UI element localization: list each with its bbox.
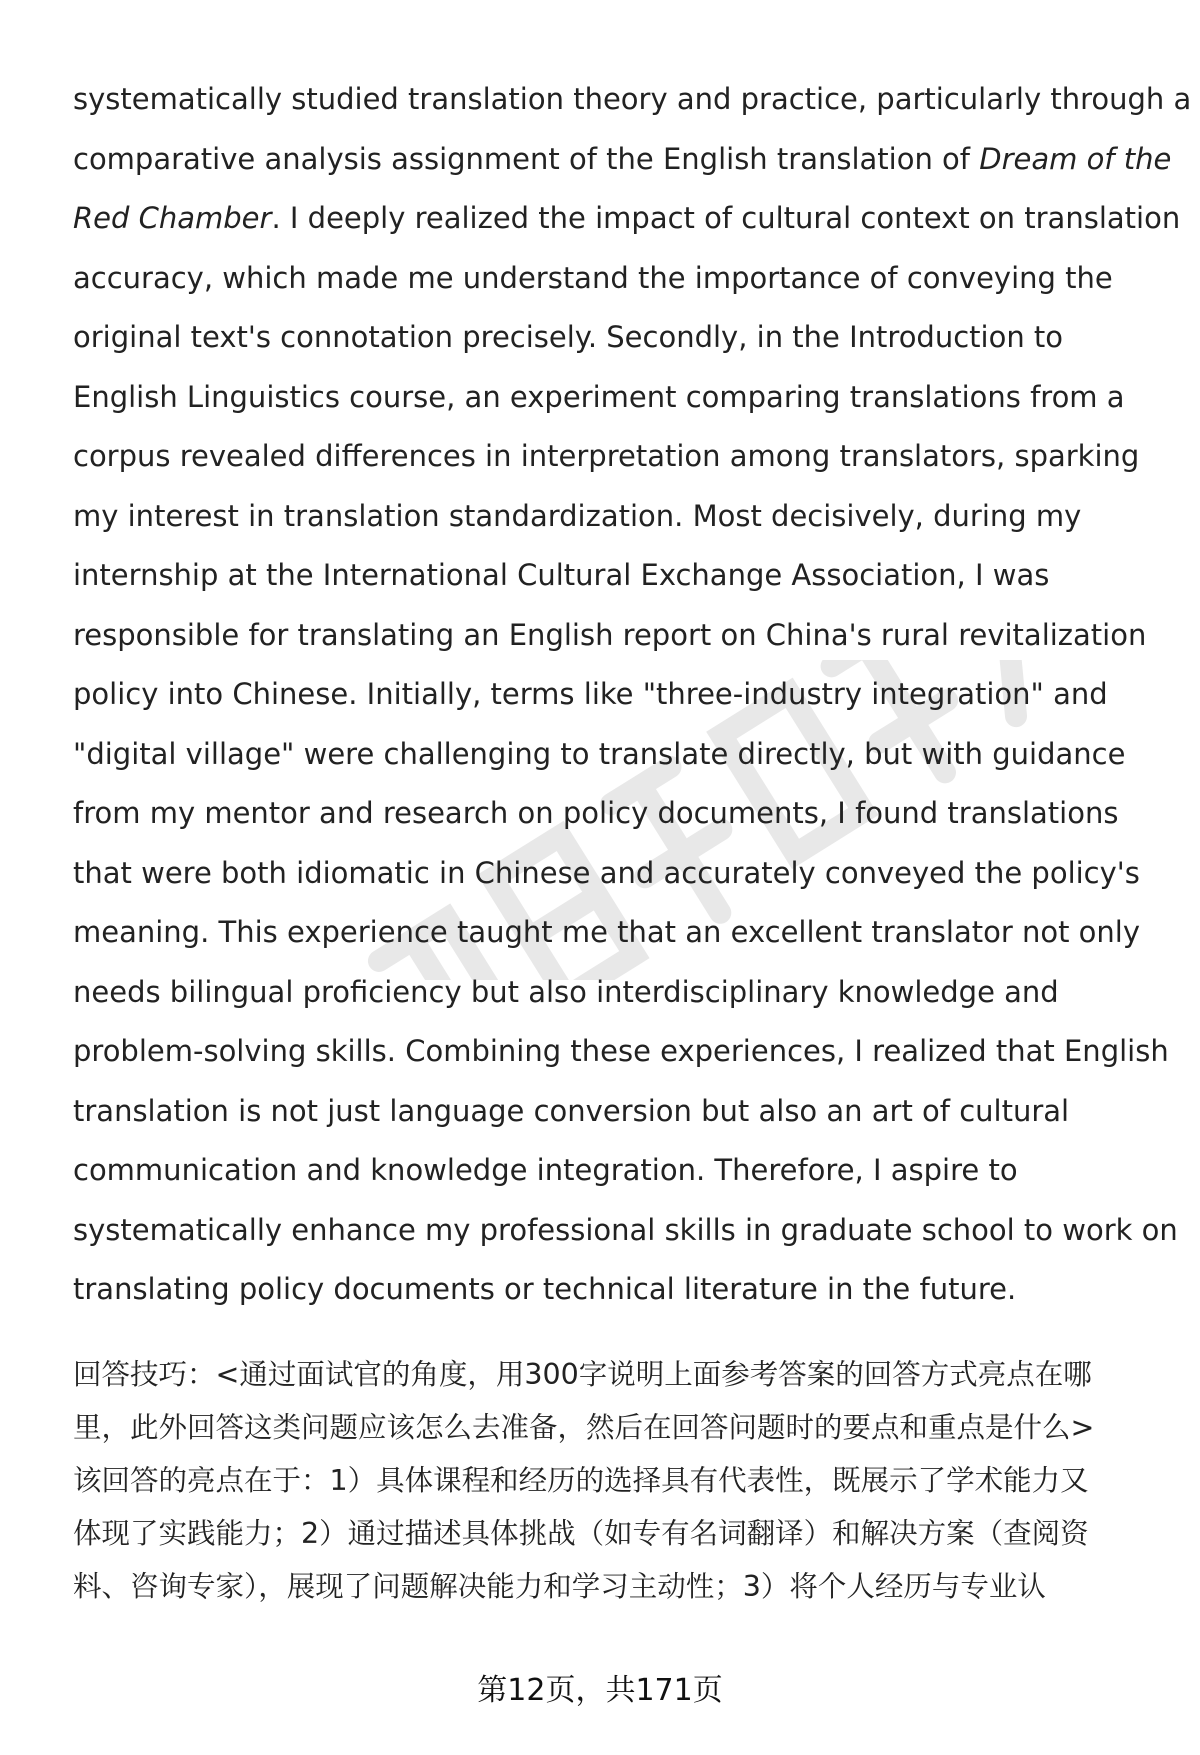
paragraph-line: responsible for translating an English report on China's rural revitalization [73, 617, 1147, 652]
paragraph-line: my interest in translation standardization. Most decisively, during my [73, 498, 1082, 533]
paragraph-line: problem-solving skills. Combining these experiences, I realized that English [73, 1034, 1169, 1068]
paragraph-line: policy into Chinese. Initially, terms like "three-industry integration" and [73, 677, 1108, 711]
tips-line: 该回答的亮点在于：1）具体课程和经历的选择具有代表性，既展示了学术能力又 [73, 1464, 1089, 1497]
paragraph-line: systematically studied translation theory and practice, particularly through a [73, 82, 1192, 116]
paragraph-line: from my mentor and research on policy documents, I found translations [73, 796, 1119, 830]
line-text: comparative analysis assignment of the English translation of [73, 141, 980, 176]
book-title-italic: Dream of the [979, 141, 1172, 176]
paragraph-line: needs bilingual proficiency but also interdisciplinary knowledge and [73, 974, 1059, 1009]
paragraph-line: internship at the International Cultural Exchange Association, I was [73, 558, 1050, 592]
tips-line: 里，此外回答这类问题应该怎么去准备，然后在回答问题时的要点和重点是什么> [73, 1411, 1095, 1444]
paragraph-line [73, 130, 1173, 190]
tips-line: 料、咨询专家），展现了问题解决能力和学习主动性；3）将个人经历与专业认 [73, 1570, 1046, 1603]
book-title-italic: Red Chamber [73, 201, 272, 235]
paragraph-line: meaning. This experience taught me that an excellent translator not only [73, 915, 1141, 949]
answer-tips-chinese [73, 1348, 1153, 1613]
paragraph-line: systematically enhance my professional skills in graduate school to work on [73, 1212, 1178, 1247]
line-text: . I deeply realized the impact of cultural context on translation [271, 201, 1181, 235]
paragraph-line: communication and knowledge integration. Therefore, I aspire to [73, 1153, 1018, 1187]
answer-paragraph-english [73, 70, 1192, 1320]
paragraph-line: translating policy documents or technical literature in the future. [73, 1272, 1017, 1306]
paragraph-line: "digital village" were challenging to translate directly, but with guidance [73, 736, 1126, 771]
tips-line: 回答技巧：<通过面试官的角度，用300字说明上面参考答案的回答方式亮点在哪 [73, 1358, 1092, 1391]
paragraph-line: accuracy, which made me understand the importance of conveying the [73, 260, 1113, 295]
paragraph-line: translation is not just language conversion but also an art of cultural [73, 1093, 1070, 1128]
paragraph-line: English Linguistics course, an experiment comparing translations from a [73, 379, 1125, 414]
paragraph-line: original text's connotation precisely. Secondly, in the Introduction to [73, 320, 1064, 354]
paragraph-line [73, 189, 1181, 249]
paragraph-line: that were both idiomatic in Chinese and accurately conveyed the policy's [73, 855, 1140, 890]
tips-line: 体现了实践能力；2）通过描述具体挑战（如专有名词翻译）和解决方案（查阅资 [73, 1517, 1089, 1550]
page-number-footer: 第12页，共171页 [477, 1673, 723, 1708]
paragraph-line: corpus revealed differences in interpretation among translators, sparking [73, 439, 1140, 473]
